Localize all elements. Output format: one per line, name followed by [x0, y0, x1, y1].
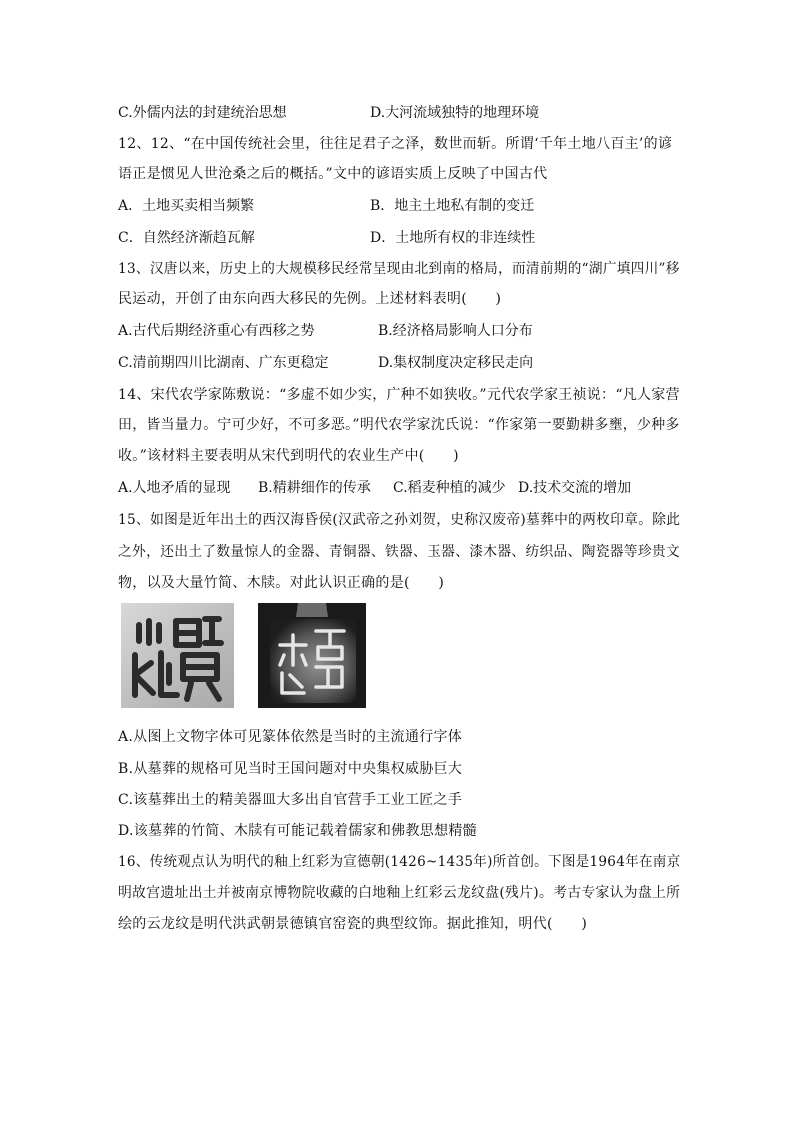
- q14-stem-line-3: 收。”该材料主要表明从宋代到明代的农业生产中( ): [118, 448, 459, 464]
- q13-option-a: A.古代后期经济重心有西移之势: [118, 323, 315, 339]
- q15-stem-line-1: 15、如图是近年出土的西汉海昏侯(汉武帝之孙刘贺，史称汉废帝)墓葬中的两枚印章。除此: [118, 512, 681, 528]
- q13-option-c: C.清前期四川比湖南、广东更稳定: [118, 355, 329, 371]
- q13-options-row-ab: [118, 322, 678, 340]
- q14-option-c: C.稻麦种植的减少: [393, 480, 506, 496]
- q11-options-row-cd: [118, 104, 678, 122]
- q12-option-b: B．地主土地私有制的变迁: [370, 198, 535, 214]
- q12-option-c: C．自然经济渐趋瓦解: [118, 230, 255, 246]
- q12-stem-line-2: 语正是惯见人世沧桑之后的概括。”文中的谚语实质上反映了中国古代: [118, 166, 548, 182]
- q16-stem-line-2: 明故宫遗址出土并被南京博物院收藏的白地釉上红彩云龙纹盘(残片)。考古专家认为盘上所: [118, 885, 681, 901]
- q14-stem-line-1: 14、宋代农学家陈敷说：“多虚不如少实，广种不如狭收。”元代农学家王祯说：“凡人家营: [118, 387, 680, 403]
- q15-option-d: D.该墓葬的竹简、木牍有可能记载着儒家和佛教思想精髓: [118, 823, 477, 839]
- q15-stem-line-2: 之外，还出土了数量惊人的金器、青铜器、铁器、玉器、漆木器、纺织品、陶瓷器等珍贵文: [118, 544, 680, 560]
- q15-stem-line-3: 物，以及大量竹简、木牍。对此认识正确的是( ): [118, 575, 445, 591]
- q13-option-d: D.集权制度决定移民走向: [378, 355, 534, 371]
- q14-option-b: B.精耕细作的传承: [258, 480, 371, 496]
- seal-photo-right: [258, 603, 366, 708]
- q14-options-row: [118, 479, 678, 497]
- q16-stem-line-3: 绘的云龙纹是明代洪武朝景德镇官窑瓷的典型纹饰。据此推知，明代( ): [118, 916, 588, 932]
- q11-option-d: D.大河流域独特的地理环境: [370, 105, 540, 121]
- q13-option-b: B.经济格局影响人口分布: [378, 323, 533, 339]
- q13-stem-line-1: 13、汉唐以来，历史上的大规模移民经常呈现由北到南的格局，而清前期的“湖广填四川”移: [118, 261, 680, 277]
- q14-stem-line-2: 田，皆当量力。宁可少好，不可多恶。”明代农学家沈氏说：“作家第一要勤耕多壅，少种多: [118, 417, 680, 433]
- q12-option-a: A．土地买卖相当频繁: [118, 198, 255, 214]
- q12-options-row-cd: [118, 229, 678, 247]
- q12-options-row-ab: [118, 197, 678, 215]
- q14-option-a: A.人地矛盾的显现: [118, 480, 231, 496]
- q14-option-d: D.技术交流的增加: [518, 480, 632, 496]
- q13-options-row-cd: [118, 354, 678, 372]
- q15-option-c: C.该墓葬出土的精美器皿大多出自官营手工业工匠之手: [118, 792, 463, 808]
- q13-stem-line-2: 民运动，开创了由东向西大移民的先例。上述材料表明( ): [118, 291, 502, 307]
- seal-photo-left: [121, 603, 234, 708]
- q12-stem-line-1: 12、12、“在中国传统社会里，往往足君子之泽，数世而斩。所谓‘千年土地八百主’的谚: [118, 136, 673, 152]
- q12-option-d: D．土地所有权的非连续性: [370, 230, 536, 246]
- q16-stem-line-1: 16、传统观点认为明代的釉上红彩为宣德朝(1426~1435年)所首创。下图是1964年在南京: [118, 854, 681, 870]
- q15-option-a: A.从图上文物字体可见篆体依然是当时的主流通行字体: [118, 729, 463, 745]
- q11-option-c: C.外儒内法的封建统治思想: [118, 105, 287, 121]
- q15-option-b: B.从墓葬的规格可见当时王国问题对中央集权威胁巨大: [118, 761, 463, 777]
